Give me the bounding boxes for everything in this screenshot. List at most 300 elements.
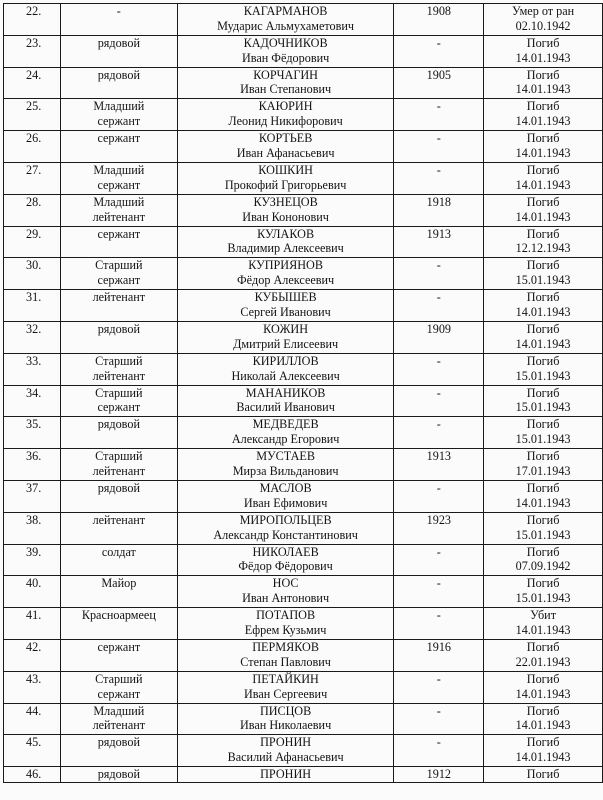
row-number: 28.	[26, 194, 42, 209]
surname: МАСЛОВ	[259, 480, 312, 495]
rank-text: рядовой	[97, 735, 140, 750]
rank-text: лейтенант	[92, 368, 146, 383]
fate-text: 15.01.1943	[515, 368, 571, 383]
fate-cell	[484, 512, 603, 544]
given-names: Николай Алексеевич	[231, 368, 340, 383]
fate-text: 15.01.1943	[515, 400, 571, 415]
row-number-cell	[4, 321, 61, 353]
table-row	[4, 35, 603, 67]
birth-year: -	[436, 99, 441, 114]
table-row	[4, 258, 603, 290]
row-number-cell	[4, 131, 61, 163]
rank-cell	[60, 671, 177, 703]
name-cell	[177, 576, 394, 608]
fate-cell	[484, 353, 603, 385]
birth-year: -	[436, 385, 441, 400]
birth-year-cell	[394, 735, 484, 767]
given-names: Иван Антонович	[242, 591, 330, 606]
rank-text: рядовой	[97, 35, 140, 50]
fate-text: Убит	[530, 608, 557, 623]
fate-text: Погиб	[526, 576, 560, 591]
fate-text: 15.01.1943	[515, 591, 571, 606]
name-cell	[177, 162, 394, 194]
birth-year: 1916	[426, 639, 451, 654]
surname: КУЛАКОВ	[257, 226, 315, 241]
fate-cell	[484, 703, 603, 735]
name-cell	[177, 258, 394, 290]
fate-cell	[484, 35, 603, 67]
rank-text: Младший	[93, 703, 145, 718]
surname: КОЖИН	[263, 321, 309, 336]
row-number-cell	[4, 194, 61, 226]
rank-text: Старший	[95, 258, 143, 273]
birth-year: -	[436, 544, 441, 559]
row-number-cell	[4, 512, 61, 544]
name-cell	[177, 226, 394, 258]
name-cell	[177, 194, 394, 226]
birth-year-cell	[394, 4, 484, 36]
surname: ПОТАПОВ	[256, 608, 316, 623]
rank-text: сержант	[97, 273, 141, 288]
given-names: Сергей Иванович	[240, 304, 331, 319]
rank-cell	[60, 131, 177, 163]
fate-text: Погиб	[526, 353, 560, 368]
rank-text: сержант	[97, 114, 141, 129]
fate-text: 14.01.1943	[515, 750, 571, 765]
surname: ПРОНИН	[260, 735, 312, 750]
rank-text: Майор	[101, 576, 137, 591]
memorial-list-table	[3, 3, 603, 783]
row-number-cell	[4, 767, 61, 783]
birth-year-cell	[394, 35, 484, 67]
name-cell	[177, 290, 394, 322]
row-number-cell	[4, 353, 61, 385]
fate-text: Погиб	[526, 671, 560, 686]
given-names: Мирза Вильданович	[232, 463, 339, 478]
fate-text: Погиб	[526, 767, 560, 782]
fate-cell	[484, 417, 603, 449]
row-number: 39.	[26, 544, 42, 559]
rank-text: сержант	[97, 400, 141, 415]
birth-year-cell	[394, 67, 484, 99]
row-number-cell	[4, 258, 61, 290]
fate-cell	[484, 735, 603, 767]
rank-text: Младший	[93, 99, 145, 114]
fate-cell	[484, 290, 603, 322]
table-row	[4, 99, 603, 131]
birth-year: -	[436, 576, 441, 591]
row-number: 23.	[26, 35, 42, 50]
fate-text: 14.01.1943	[515, 82, 571, 97]
fate-text: 14.01.1943	[515, 622, 571, 637]
table-row	[4, 480, 603, 512]
row-number: 32.	[26, 321, 42, 336]
fate-text: 14.01.1943	[515, 686, 571, 701]
table-row	[4, 417, 603, 449]
fate-text: 15.01.1943	[515, 273, 571, 288]
surname: МУСТАЕВ	[256, 449, 315, 464]
given-names: Иван Степанович	[240, 82, 332, 97]
given-names: Степан Павлович	[240, 654, 331, 669]
rank-text: Младший	[93, 162, 145, 177]
rank-cell	[60, 353, 177, 385]
table-row	[4, 639, 603, 671]
fate-cell	[484, 131, 603, 163]
fate-text: Погиб	[526, 480, 560, 495]
rank-text: сержант	[97, 131, 141, 146]
row-number: 35.	[26, 417, 42, 432]
birth-year: -	[436, 353, 441, 368]
rank-text: Старший	[95, 671, 143, 686]
surname: КОРЧАГИН	[253, 67, 318, 82]
table-row	[4, 162, 603, 194]
row-number-cell	[4, 67, 61, 99]
surname: КУЗНЕЦОВ	[253, 194, 318, 209]
row-number: 46.	[26, 767, 42, 782]
rank-cell	[60, 544, 177, 576]
birth-year: 1905	[426, 67, 451, 82]
birth-year-cell	[394, 226, 484, 258]
row-number-cell	[4, 4, 61, 36]
birth-year-cell	[394, 321, 484, 353]
birth-year-cell	[394, 353, 484, 385]
table-row	[4, 131, 603, 163]
given-names: Прокофий Григорьевич	[224, 177, 347, 192]
given-names: Иван Ефимович	[243, 495, 328, 510]
name-cell	[177, 608, 394, 640]
fate-text: Погиб	[526, 385, 560, 400]
table-row	[4, 4, 603, 36]
fate-text: 14.01.1943	[515, 495, 571, 510]
table-row	[4, 703, 603, 735]
surname: МАНАНИКОВ	[245, 385, 326, 400]
name-cell	[177, 512, 394, 544]
row-number: 44.	[26, 703, 42, 718]
rank-cell	[60, 99, 177, 131]
given-names: Иван Николаевич	[239, 718, 332, 733]
fate-text: 14.01.1943	[515, 145, 571, 160]
table-row	[4, 767, 603, 783]
rank-text: Старший	[95, 449, 143, 464]
surname: ПЕТАЙКИН	[252, 671, 319, 686]
rank-text: Младший	[93, 194, 145, 209]
rank-cell	[60, 608, 177, 640]
fate-cell	[484, 671, 603, 703]
name-cell	[177, 735, 394, 767]
rank-text: лейтенант	[92, 209, 146, 224]
given-names: Дмитрий Елисеевич	[233, 336, 339, 351]
surname: ПРОНИН	[260, 767, 312, 782]
name-cell	[177, 703, 394, 735]
birth-year-cell	[394, 417, 484, 449]
name-cell	[177, 544, 394, 576]
row-number-cell	[4, 608, 61, 640]
fate-text: 14.01.1943	[515, 177, 571, 192]
table-row	[4, 226, 603, 258]
given-names: Василий Афанасьевич	[227, 750, 344, 765]
fate-text: 15.01.1943	[515, 527, 571, 542]
rank-text: Красноармеец	[81, 608, 156, 623]
given-names: Василий Иванович	[236, 400, 335, 415]
surname: КОШКИН	[258, 162, 313, 177]
row-number: 26.	[26, 131, 42, 146]
birth-year-cell	[394, 290, 484, 322]
fate-text: Погиб	[526, 321, 560, 336]
fate-text: Погиб	[526, 162, 560, 177]
row-number: 33.	[26, 353, 42, 368]
birth-year-cell	[394, 671, 484, 703]
fate-cell	[484, 767, 603, 783]
surname: КАЮРИН	[258, 99, 313, 114]
birth-year-cell	[394, 767, 484, 783]
birth-year: -	[436, 417, 441, 432]
row-number: 29.	[26, 226, 42, 241]
table-row	[4, 671, 603, 703]
name-cell	[177, 131, 394, 163]
rank-text: сержант	[97, 226, 141, 241]
rank-cell	[60, 576, 177, 608]
table-row	[4, 544, 603, 576]
table-row	[4, 67, 603, 99]
given-names: Мударис Альмухаметович	[217, 18, 355, 33]
rank-text: Старший	[95, 385, 143, 400]
fate-cell	[484, 99, 603, 131]
rank-cell	[60, 735, 177, 767]
birth-year-cell	[394, 512, 484, 544]
fate-text: 07.09.1942	[515, 559, 571, 574]
fate-text: Погиб	[526, 639, 560, 654]
table-row	[4, 385, 603, 417]
fate-text: Погиб	[526, 131, 560, 146]
rank-cell	[60, 703, 177, 735]
rank-text: рядовой	[97, 67, 140, 82]
row-number-cell	[4, 449, 61, 481]
fate-text: Погиб	[526, 67, 560, 82]
name-cell	[177, 99, 394, 131]
fate-text: Погиб	[526, 449, 560, 464]
row-number: 41.	[26, 608, 42, 623]
row-number-cell	[4, 385, 61, 417]
rank-text: -	[116, 4, 121, 18]
row-number-cell	[4, 417, 61, 449]
fate-text: 14.01.1943	[515, 336, 571, 351]
fate-text: Погиб	[526, 703, 560, 718]
table-row	[4, 194, 603, 226]
surname: КАДОЧНИКОВ	[243, 35, 328, 50]
rank-text: рядовой	[97, 321, 140, 336]
rank-cell	[60, 4, 177, 36]
row-number: 27.	[26, 162, 42, 177]
rank-cell	[60, 480, 177, 512]
rank-text: Старший	[95, 353, 143, 368]
table-row	[4, 290, 603, 322]
birth-year-cell	[394, 480, 484, 512]
rank-text: солдат	[101, 544, 136, 559]
name-cell	[177, 671, 394, 703]
birth-year-cell	[394, 608, 484, 640]
birth-year: -	[436, 480, 441, 495]
fate-text: 22.01.1943	[515, 654, 571, 669]
birth-year: -	[436, 162, 441, 177]
birth-year: -	[436, 258, 441, 273]
rank-text: лейтенант	[92, 463, 146, 478]
surname: КИРИЛЛОВ	[252, 353, 319, 368]
fate-cell	[484, 639, 603, 671]
name-cell	[177, 480, 394, 512]
birth-year: -	[436, 608, 441, 623]
fate-text: 14.01.1943	[515, 50, 571, 65]
fate-cell	[484, 480, 603, 512]
row-number: 22.	[26, 4, 42, 18]
fate-cell	[484, 385, 603, 417]
row-number: 31.	[26, 290, 42, 305]
fate-text: 12.12.1943	[515, 241, 571, 256]
surname: КОРТЬЕВ	[258, 131, 313, 146]
birth-year: -	[436, 703, 441, 718]
birth-year-cell	[394, 639, 484, 671]
rank-cell	[60, 321, 177, 353]
surname: ПЕРМЯКОВ	[252, 639, 319, 654]
birth-year-cell	[394, 576, 484, 608]
table-body	[4, 4, 603, 783]
row-number: 43.	[26, 671, 42, 686]
fate-text: Погиб	[526, 735, 560, 750]
rank-cell	[60, 258, 177, 290]
fate-text: 02.10.1942	[515, 18, 571, 33]
row-number: 37.	[26, 480, 42, 495]
rank-text: лейтенант	[92, 512, 146, 527]
birth-year-cell	[394, 99, 484, 131]
birth-year: -	[436, 35, 441, 50]
rank-cell	[60, 417, 177, 449]
birth-year: 1918	[426, 194, 451, 209]
fate-text: Погиб	[526, 226, 560, 241]
birth-year-cell	[394, 258, 484, 290]
birth-year: -	[436, 290, 441, 305]
fate-cell	[484, 576, 603, 608]
surname: МЕДВЕДЕВ	[252, 417, 319, 432]
rank-cell	[60, 226, 177, 258]
birth-year: -	[436, 131, 441, 146]
fate-text: Погиб	[526, 544, 560, 559]
fate-text: Погиб	[526, 417, 560, 432]
row-number: 36.	[26, 449, 42, 464]
given-names: Фёдор Фёдорович	[238, 559, 333, 574]
given-names: Иван Фёдорович	[241, 50, 330, 65]
row-number-cell	[4, 480, 61, 512]
name-cell	[177, 67, 394, 99]
birth-year: 1913	[426, 226, 451, 241]
surname: НИКОЛАЕВ	[252, 544, 319, 559]
birth-year-cell	[394, 449, 484, 481]
birth-year: 1912	[426, 767, 451, 782]
birth-year-cell	[394, 544, 484, 576]
row-number: 45.	[26, 735, 42, 750]
rank-cell	[60, 512, 177, 544]
birth-year: 1909	[426, 321, 451, 336]
fate-text: 14.01.1943	[515, 304, 571, 319]
row-number: 40.	[26, 576, 42, 591]
rank-cell	[60, 449, 177, 481]
birth-year: 1923	[426, 512, 451, 527]
row-number-cell	[4, 639, 61, 671]
rank-cell	[60, 194, 177, 226]
fate-cell	[484, 67, 603, 99]
given-names: Владимир Алексеевич	[227, 241, 344, 256]
table-row	[4, 321, 603, 353]
fate-cell	[484, 544, 603, 576]
fate-cell	[484, 258, 603, 290]
rank-cell	[60, 162, 177, 194]
given-names: Иван Кононович	[242, 209, 329, 224]
row-number: 34.	[26, 385, 42, 400]
table-row	[4, 449, 603, 481]
fate-text: Погиб	[526, 290, 560, 305]
birth-year-cell	[394, 385, 484, 417]
birth-year-cell	[394, 131, 484, 163]
rank-cell	[60, 639, 177, 671]
given-names: Иван Сергеевич	[243, 686, 328, 701]
birth-year-cell	[394, 162, 484, 194]
row-number: 25.	[26, 99, 42, 114]
table-row	[4, 512, 603, 544]
surname: КУБЫШЕВ	[254, 290, 317, 305]
given-names: Фёдор Алексеевич	[237, 273, 335, 288]
fate-text: Погиб	[526, 258, 560, 273]
birth-year: 1913	[426, 449, 451, 464]
row-number-cell	[4, 99, 61, 131]
name-cell	[177, 417, 394, 449]
rank-cell	[60, 67, 177, 99]
name-cell	[177, 385, 394, 417]
name-cell	[177, 321, 394, 353]
row-number: 38.	[26, 512, 42, 527]
given-names: Иван Афанасьевич	[236, 145, 335, 160]
rank-text: сержант	[97, 177, 141, 192]
row-number-cell	[4, 226, 61, 258]
fate-text: Погиб	[526, 194, 560, 209]
fate-text: 14.01.1943	[515, 209, 571, 224]
given-names: Ефрем Кузьмич	[244, 622, 327, 637]
row-number-cell	[4, 544, 61, 576]
birth-year: 1908	[426, 4, 451, 18]
name-cell	[177, 767, 394, 783]
row-number-cell	[4, 162, 61, 194]
surname: НОС	[272, 576, 299, 591]
rank-text: лейтенант	[92, 290, 146, 305]
name-cell	[177, 449, 394, 481]
table-row	[4, 576, 603, 608]
name-cell	[177, 35, 394, 67]
fate-cell	[484, 321, 603, 353]
row-number: 30.	[26, 258, 42, 273]
fate-cell	[484, 449, 603, 481]
table-row	[4, 353, 603, 385]
rank-text: рядовой	[97, 417, 140, 432]
table-row	[4, 735, 603, 767]
rank-text: рядовой	[97, 480, 140, 495]
rank-cell	[60, 385, 177, 417]
given-names: Александр Егорович	[231, 432, 340, 447]
rank-text: сержант	[97, 639, 141, 654]
fate-cell	[484, 4, 603, 36]
row-number-cell	[4, 290, 61, 322]
name-cell	[177, 353, 394, 385]
rank-cell	[60, 290, 177, 322]
surname: КАГАРМАНОВ	[243, 4, 328, 18]
birth-year-cell	[394, 703, 484, 735]
fate-text: 14.01.1943	[515, 718, 571, 733]
